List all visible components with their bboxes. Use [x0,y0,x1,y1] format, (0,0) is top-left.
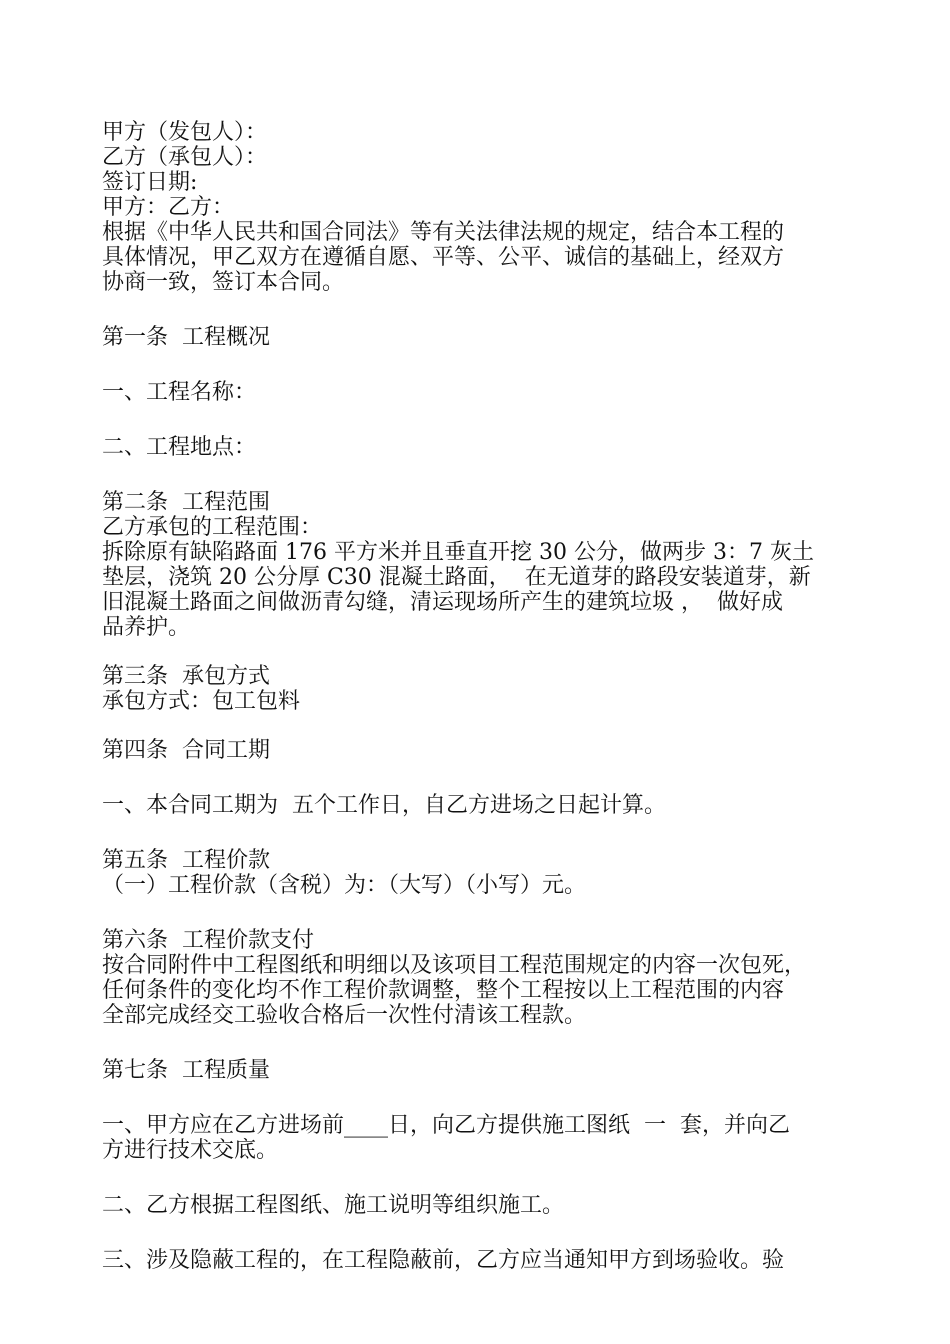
article-5-title: 第五条 工程价款 [102,848,270,873]
payment-line: 按合同附件中工程图纸和明细以及该项目工程范围规定的内容一次包死， [102,953,807,978]
quality-item-1-line: 一、甲方应在乙方进场前____日，向乙方提供施工图纸 一 套，并向乙 [102,1113,790,1138]
duration-line: 一、本合同工期为 五个工作日，自乙方进场之日起计算。 [102,793,666,818]
preamble-line: 根据《中华人民共和国合同法》等有关法律法规的规定，结合本工程的 [102,220,785,245]
parties-line: 甲方：乙方： [102,195,235,220]
quality-item-2: 二、乙方根据工程图纸、施工说明等组织施工。 [102,1193,565,1218]
scope-line: 垫层，浇筑 20 公分厚 C30 混凝土路面， 在无道芽的路段安装道芽，新 [102,565,811,590]
payment-line: 全部完成经交工验收合格后一次性付清该工程款。 [102,1003,587,1028]
party-b-line: 乙方（承包人）： [102,145,268,170]
preamble-line: 具体情况，甲乙双方在遵循自愿、平等、公平、诚信的基础上，经双方 [102,245,785,270]
quality-item-1-line: 方进行技术交底。 [102,1138,279,1163]
contract-document [102,120,852,1273]
article-7-title: 第七条 工程质量 [102,1058,270,1083]
article-6-title: 第六条 工程价款支付 [102,928,314,953]
scope-line: 旧混凝土路面之间做沥青勾缝，清运现场所产生的建筑垃圾 ， 做好成 [102,590,783,615]
project-location-line: 二、工程地点： [102,435,257,460]
contract-method: 承包方式：包工包料 [102,689,301,714]
price-line: （一）工程价款（含税）为：（大写）（小写）元。 [102,873,587,898]
project-name-line: 一、工程名称： [102,380,257,405]
payment-line: 任何条件的变化均不作工程价款调整，整个工程按以上工程范围的内容 [102,978,785,1003]
scope-intro: 乙方承包的工程范围： [102,515,323,540]
scope-line: 拆除原有缺陷路面 176 平方米并且垂直开挖 30 公分，做两步 3：7 灰土 [102,540,814,565]
sign-date-line: 签订日期: [102,170,198,195]
article-4-title: 第四条 合同工期 [102,738,270,763]
article-2-title: 第二条 工程范围 [102,490,270,515]
party-a-line: 甲方（发包人）： [102,120,268,145]
article-3-title: 第三条 承包方式 [102,664,270,689]
article-1-title: 第一条 工程概况 [102,325,270,350]
preamble-line: 协商一致，签订本合同。 [102,270,345,295]
quality-item-3: 三、涉及隐蔽工程的，在工程隐蔽前，乙方应当通知甲方到场验收。验 [102,1248,785,1273]
scope-line: 品养护。 [102,615,191,640]
